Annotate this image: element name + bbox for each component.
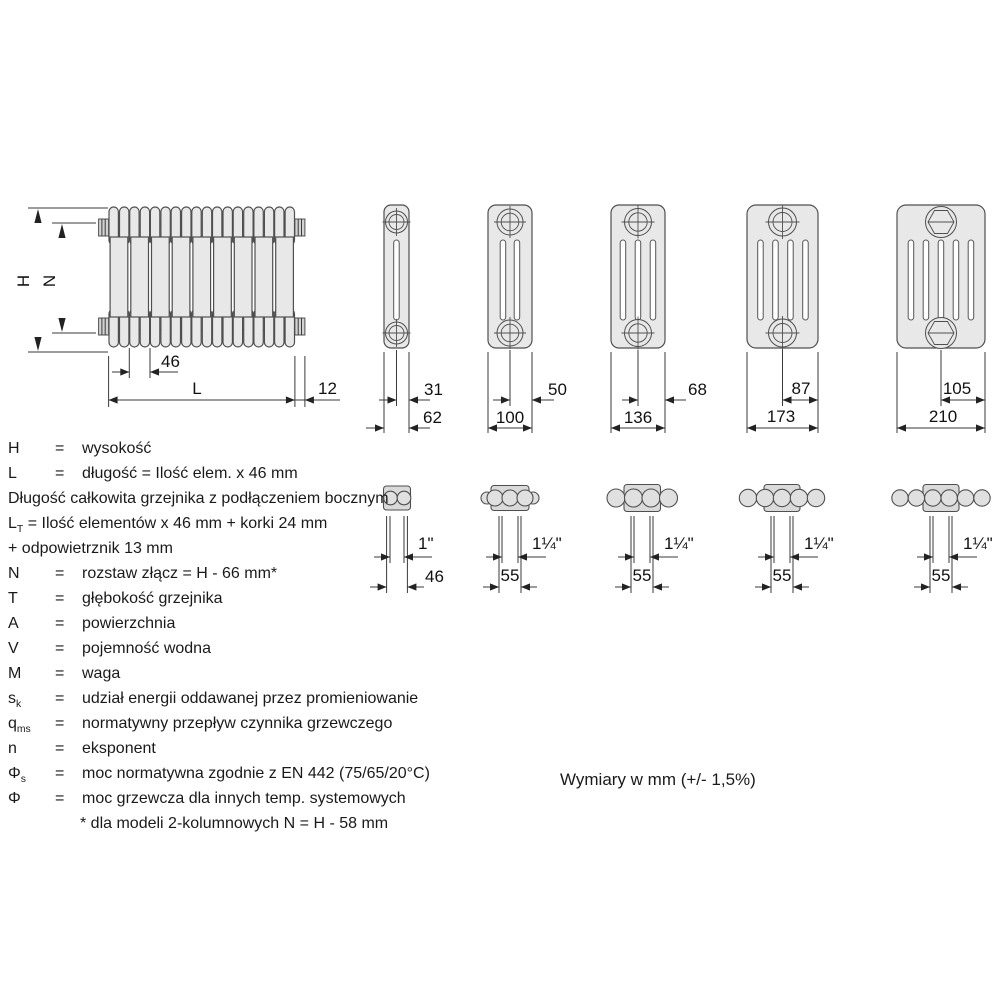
cross-section-6-column <box>897 205 985 433</box>
legend-symbol: T <box>8 590 18 607</box>
legend-equals: = <box>55 565 65 582</box>
legend-equals: = <box>55 590 65 607</box>
legend-equals: = <box>55 665 65 682</box>
dim-label-4col-full: 136 <box>623 408 653 427</box>
legend-equals: = <box>55 715 65 732</box>
legend-equals: = <box>55 440 65 457</box>
legend-row <box>8 761 478 786</box>
dim-label-thread-2: 1¼" <box>532 534 562 553</box>
legend-row <box>8 686 478 711</box>
dim-label-2col-full: 62 <box>423 408 442 427</box>
legend-row <box>8 561 478 586</box>
top-view-3-column <box>481 486 562 594</box>
legend-symbol: N <box>8 565 20 582</box>
legend-equals: = <box>55 615 65 632</box>
legend-description: rozstaw złącz = H - 66 mm* <box>82 565 278 582</box>
legend-symbol: L <box>8 465 17 482</box>
top-view-5-column <box>739 485 833 594</box>
legend-symbol: M <box>8 665 22 682</box>
legend-equals: = <box>55 690 65 707</box>
dim-label-thread-3: 1¼" <box>664 534 694 553</box>
legend-row: * dla modeli 2-kolumnowych N = H - 58 mm <box>80 815 389 832</box>
legend-equals: = <box>55 765 65 782</box>
legend-description: wysokość <box>82 440 152 457</box>
dim-label-hub-2: 55 <box>500 566 520 585</box>
dim-label-N: N <box>40 274 59 288</box>
dim-label-5col-half: 87 <box>791 379 811 398</box>
dim-label-length: L <box>192 379 202 398</box>
legend-symbol: $q_{ms}$ <box>8 715 31 736</box>
legend-equals: = <box>55 465 65 482</box>
dim-label-3col-full: 100 <box>495 408 525 427</box>
legend-description: długość = Ilość elem. x 46 mm <box>82 465 298 482</box>
legend <box>8 436 478 836</box>
dim-label-thread-4: 1¼" <box>804 534 834 553</box>
dim-label-hub-3: 55 <box>632 566 652 585</box>
front-view-radiator <box>14 207 340 407</box>
dim-label-hub-4: 55 <box>772 566 792 585</box>
legend-description: powierzchnia <box>82 615 176 632</box>
dimensions-note: Wymiary w mm (+/- 1,5%) <box>560 770 756 789</box>
legend-equals: = <box>55 790 65 807</box>
legend-row <box>8 586 478 611</box>
legend-description: normatywny przepływ czynnika grzewczego <box>82 715 393 732</box>
length-dimensions <box>109 348 340 407</box>
legend-symbol: Φ <box>8 790 21 807</box>
column-faces <box>110 237 293 317</box>
legend-description: eksponent <box>82 740 156 757</box>
dim-label-3col-half: 50 <box>548 380 567 399</box>
cross-section-3-column <box>488 205 567 433</box>
dim-label-element-pitch: 46 <box>161 352 180 371</box>
legend-symbol: $\Phi_s$ <box>8 765 26 786</box>
legend-symbol: $s_k$ <box>8 690 22 711</box>
legend-description: udział energii oddawanej przez promieniowanie <box>82 690 419 707</box>
legend-row: $L_T$ = Ilość elementów x 46 mm + korki 24 mm <box>8 515 328 536</box>
legend-row <box>8 661 478 686</box>
legend-row <box>8 786 478 811</box>
legend-row <box>8 636 478 661</box>
top-view-4-column <box>607 485 694 594</box>
legend-equals: = <box>55 740 65 757</box>
legend-symbol: V <box>8 640 19 657</box>
pipe-spacing-dimension <box>40 223 96 333</box>
legend-description: pojemność wodna <box>82 640 211 657</box>
dim-label-6col-half: 105 <box>942 379 972 398</box>
legend-symbol: A <box>8 615 19 632</box>
dim-label-6col-full: 210 <box>928 407 958 426</box>
dim-label-thread-5: 1¼" <box>963 534 993 553</box>
cross-section-2-column <box>366 205 443 433</box>
legend-description: moc grzewcza dla innych temp. systemowych <box>82 790 406 807</box>
dim-label-hub-5: 55 <box>931 566 951 585</box>
dim-label-end-extension: 12 <box>318 379 337 398</box>
top-view-6-column <box>892 485 993 594</box>
legend-description: moc normatywna zgodnie z EN 442 (75/65/20°C) <box>82 765 430 782</box>
cross-section-4-column <box>611 205 707 433</box>
legend-row <box>8 611 478 636</box>
legend-symbol: $L_T$ <box>8 515 24 536</box>
legend-equals: = <box>55 640 65 657</box>
dim-label-thread-1: 1" <box>418 534 434 553</box>
legend-row <box>8 461 478 486</box>
dim-label-2col-half: 31 <box>424 380 443 399</box>
legend-row <box>8 436 478 461</box>
legend-row <box>8 711 478 736</box>
dim-label-hub-1: 46 <box>425 567 444 586</box>
legend-symbol: n <box>8 740 17 757</box>
dim-label-H: H <box>14 274 33 288</box>
legend-row <box>8 736 478 761</box>
cross-section-5-column <box>747 205 818 433</box>
dim-label-5col-full: 173 <box>766 407 796 426</box>
legend-symbol: H <box>8 440 20 457</box>
legend-description: głębokość grzejnika <box>82 590 223 607</box>
legend-description: waga <box>82 665 121 682</box>
legend-row: Długość całkowita grzejnika z podłączeniem bocznym <box>8 490 389 507</box>
dim-label-4col-half: 68 <box>688 380 707 399</box>
legend-row: + odpowietrznik 13 mm <box>8 540 173 557</box>
